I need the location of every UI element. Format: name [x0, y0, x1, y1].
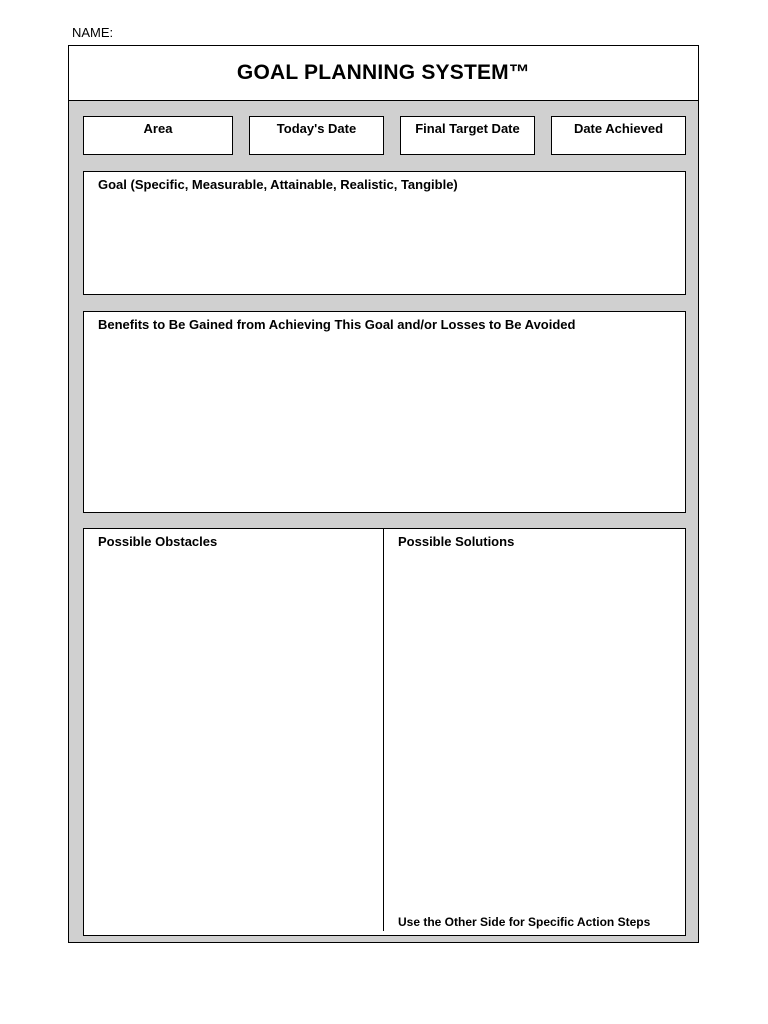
obstacles-solutions-section [83, 528, 686, 936]
name-label: NAME: [72, 25, 114, 40]
solutions-label: Possible Solutions [398, 534, 515, 549]
goal-planning-form [68, 45, 699, 943]
goal-label: Goal (Specific, Measurable, Attainable, Realistic, Tangible) [98, 177, 458, 192]
benefits-section[interactable] [83, 311, 686, 513]
date-achieved-field[interactable] [551, 116, 686, 155]
date-achieved-label: Date Achieved [573, 121, 664, 136]
goal-section[interactable] [83, 171, 686, 295]
todays-date-field[interactable] [249, 116, 384, 155]
final-target-date-label: Final Target Date [415, 121, 520, 136]
obstacles-label: Possible Obstacles [98, 534, 218, 549]
area-field[interactable] [83, 116, 233, 155]
form-title: GOAL PLANNING SYSTEM™ [69, 46, 698, 101]
final-target-date-field[interactable] [400, 116, 535, 155]
action-steps-note: Use the Other Side for Specific Action Steps [398, 915, 651, 929]
column-divider [383, 529, 384, 931]
benefits-label: Benefits to Be Gained from Achieving This Goal and/or Losses to Be Avoided [98, 317, 576, 332]
area-label: Area [143, 121, 173, 136]
todays-date-label: Today's Date [276, 121, 357, 136]
